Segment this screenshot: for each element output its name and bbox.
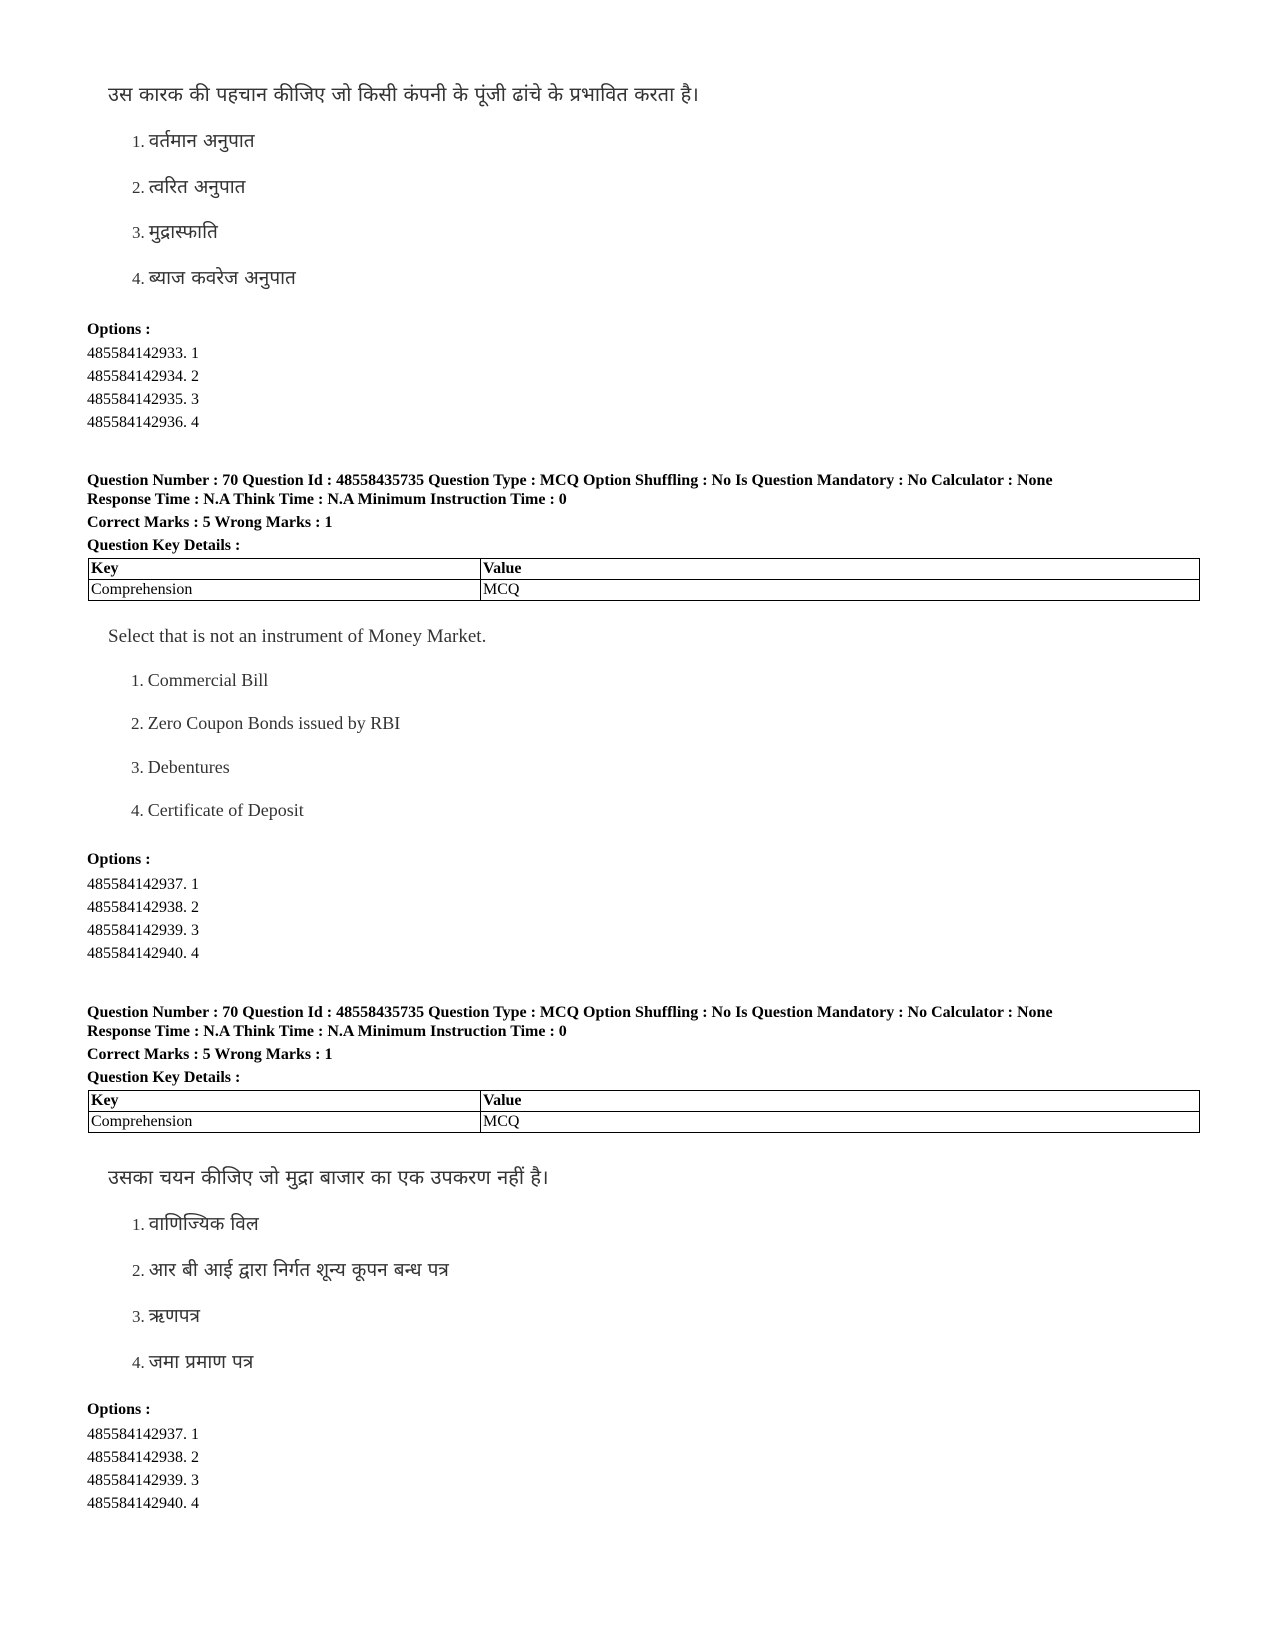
question-meta-line1: Question Number : 70 Question Id : 48558435735 Question Type : MCQ Option Shuffling : No Is Question Mandatory : No Calculator : None [87,472,1053,489]
choice-number: 2. [132,1261,145,1280]
choice-text: वाणिज्यिक विल [148,1213,259,1235]
key-details-label: Question Key Details : [87,537,241,554]
table-row [89,1112,1200,1133]
choice-number: 2. [132,178,145,197]
option-id-line: 485584142938. 2 [87,1449,199,1466]
question-stem-hindi: उसका चयन कीजिए जो मुद्रा बाजार का एक उपकरण नहीं है। [108,1165,549,1189]
choice-item [132,173,246,199]
table-header-key: Key [89,1091,481,1112]
choice-item [131,713,400,734]
option-id-line: 485584142939. 3 [87,1472,199,1489]
options-label: Options : [87,321,151,338]
question-key-table [88,1090,1200,1133]
question-meta-line2: Response Time : N.A Think Time : N.A Minimum Instruction Time : 0 [87,491,567,508]
question-meta-line2: Response Time : N.A Think Time : N.A Minimum Instruction Time : 0 [87,1023,567,1040]
choice-number: 4. [132,269,145,288]
choice-number: 3. [132,1307,145,1326]
option-id-line: 485584142933. 1 [87,345,199,362]
table-cell-key: Comprehension [89,580,481,601]
choice-item [131,800,304,821]
choice-item [132,1210,259,1236]
choice-text: वर्तमान अनुपात [148,130,255,152]
choice-text: मुद्रास्फाति [148,221,218,243]
choice-number: 1. [131,671,144,690]
option-id-line: 485584142940. 4 [87,945,199,962]
option-id-line: 485584142934. 2 [87,368,199,385]
option-id-line: 485584142937. 1 [87,876,199,893]
choice-item [132,264,296,290]
option-id-line: 485584142938. 2 [87,899,199,916]
key-details-label: Question Key Details : [87,1069,241,1086]
option-id-line: 485584142936. 4 [87,414,199,431]
choice-item [132,1302,200,1328]
option-id-line: 485584142935. 3 [87,391,199,408]
choice-item [132,127,255,153]
choice-text: ऋणपत्र [148,1305,200,1327]
table-header-row [89,559,1200,580]
choice-text: ब्याज कवरेज अनुपात [148,267,296,289]
choice-number: 4. [132,1353,145,1372]
choice-item [132,218,218,244]
table-header-value: Value [481,1091,1200,1112]
choice-number: 4. [131,801,144,820]
table-cell-key: Comprehension [89,1112,481,1133]
choice-item [132,1256,449,1282]
choice-text: आर बी आई द्वारा निर्गत शून्य कूपन बन्ध पत्र [148,1259,449,1281]
choice-item [132,1348,253,1374]
choice-text: जमा प्रमाण पत्र [148,1351,254,1373]
choice-text: Debentures [147,757,230,777]
option-id-line: 485584142940. 4 [87,1495,199,1512]
marks-line: Correct Marks : 5 Wrong Marks : 1 [87,1046,333,1063]
table-row [89,580,1200,601]
choice-text: त्वरित अनुपात [148,176,246,198]
option-id-line: 485584142939. 3 [87,922,199,939]
choice-number: 2. [131,714,144,733]
choice-text: Certificate of Deposit [147,800,304,820]
table-cell-value: MCQ [481,1112,1200,1133]
choice-text: Commercial Bill [147,670,269,690]
options-label: Options : [87,851,151,868]
question-stem-english: Select that is not an instrument of Money Market. [108,626,487,647]
choice-number: 3. [131,758,144,777]
choice-item [131,670,268,691]
choice-text: Zero Coupon Bonds issued by RBI [147,713,401,733]
table-cell-value: MCQ [481,580,1200,601]
choice-number: 1. [132,132,145,151]
question-key-table [88,558,1200,601]
choice-item [131,757,230,778]
options-label: Options : [87,1401,151,1418]
choice-number: 1. [132,1215,145,1234]
question-stem-hindi: उस कारक की पहचान कीजिए जो किसी कंपनी के पूंजी ढांचे के प्रभावित करता है। [108,82,699,106]
choice-number: 3. [132,223,145,242]
table-header-value: Value [481,559,1200,580]
table-header-row [89,1091,1200,1112]
marks-line: Correct Marks : 5 Wrong Marks : 1 [87,514,333,531]
question-meta-line1: Question Number : 70 Question Id : 48558435735 Question Type : MCQ Option Shuffling : No Is Question Mandatory : No Calculator : None [87,1004,1053,1021]
table-header-key: Key [89,559,481,580]
option-id-line: 485584142937. 1 [87,1426,199,1443]
